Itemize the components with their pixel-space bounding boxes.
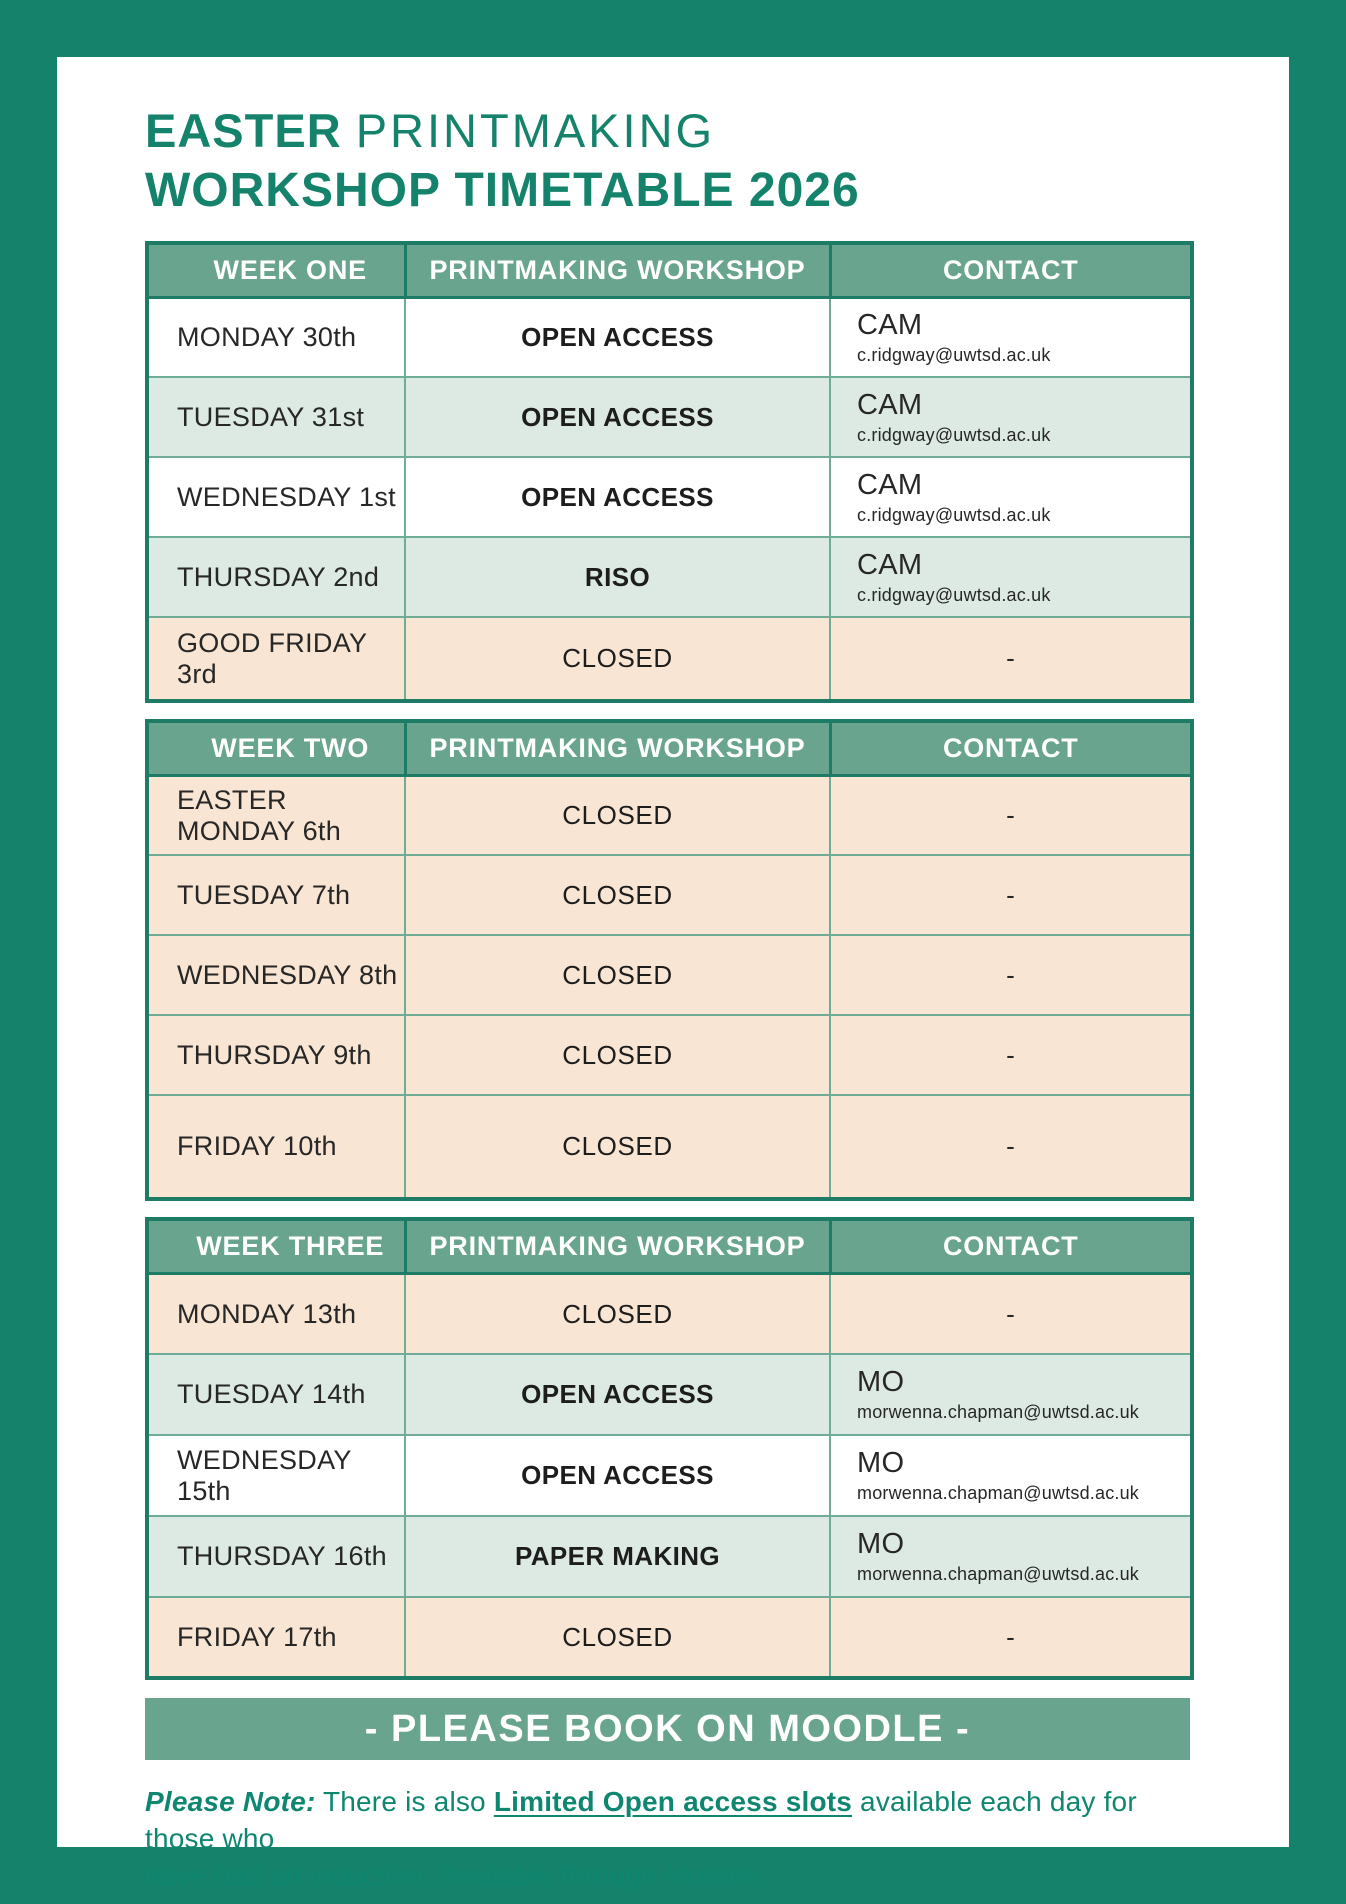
contact-cell [830,1435,1192,1516]
table-row [147,457,1192,537]
contact-cell: - [830,935,1192,1015]
day-cell: THURSDAY 2nd [147,537,405,617]
workshop-cell: CLOSED [405,1597,830,1678]
column-header-workshop: PRINTMAKING WORKSHOP [405,721,830,775]
table-row [147,1273,1192,1354]
contact-cell: - [830,1273,1192,1354]
contact-name: CAM [857,548,923,581]
title-easter: EASTER [145,104,342,157]
day-cell: MONDAY 13th [147,1273,405,1354]
title-line-2: WORKSHOP TIMETABLE 2026 [145,163,860,217]
title-line-1 [145,105,1289,158]
note-text-before: There is also [315,1786,494,1818]
day-cell: THURSDAY 16th [147,1516,405,1597]
workshop-cell: CLOSED [405,1095,830,1199]
contact-cell [830,537,1192,617]
contact-name: MO [857,1447,905,1480]
book-on-moodle-banner: - PLEASE BOOK ON MOODLE - [145,1698,1190,1760]
contact-email: c.ridgway@uwtsd.ac.uk [857,584,1051,605]
note-text-after: available each day for those who [145,1786,1137,1855]
contact-name: CAM [857,468,923,501]
timetable-week-three [145,1217,1194,1680]
workshop-cell: CLOSED [405,855,830,935]
contact-cell: - [830,1597,1192,1678]
contact-cell: - [830,775,1192,855]
contact-email: morwenna.chapman@uwtsd.ac.uk [857,1564,1140,1585]
column-header-week: WEEK ONE [147,243,405,297]
table-row [147,297,1192,377]
column-header-workshop: PRINTMAKING WORKSHOP [405,243,830,297]
column-header-week: WEEK THREE [147,1219,405,1273]
table-row [147,855,1192,935]
column-header-contact: CONTACT [830,243,1192,297]
contact-email: c.ridgway@uwtsd.ac.uk [857,424,1051,445]
day-cell: EASTER MONDAY 6th [147,775,405,855]
workshop-cell: OPEN ACCESS [405,457,830,537]
column-header-contact: CONTACT [830,1219,1192,1273]
day-cell: FRIDAY 17th [147,1597,405,1678]
contact-name: CAM [857,388,923,421]
day-cell: GOOD FRIDAY 3rd [147,617,405,701]
contact-name: CAM [857,309,923,342]
workshop-cell: CLOSED [405,935,830,1015]
workshop-cell: RISO [405,537,830,617]
contact-cell [830,457,1192,537]
table-row [147,1015,1192,1095]
contact-email: morwenna.chapman@uwtsd.ac.uk [857,1483,1140,1504]
timetable-week-one [145,241,1194,703]
contact-cell [830,1516,1192,1597]
workshop-cell: OPEN ACCESS [405,377,830,457]
contact-cell [830,377,1192,457]
table-row [147,1095,1192,1199]
contact-cell [830,297,1192,377]
workshop-cell: OPEN ACCESS [405,1354,830,1435]
contact-email: c.ridgway@uwtsd.ac.uk [857,345,1051,366]
note-prefix: Please Note: [145,1786,316,1818]
day-cell: FRIDAY 10th [147,1095,405,1199]
poster-page [57,57,1289,1892]
workshop-cell: PAPER MAKING [405,1516,830,1597]
header-row [147,243,1192,297]
workshop-cell: OPEN ACCESS [405,297,830,377]
header-row [147,721,1192,775]
timetable-week-two [145,719,1194,1201]
contact-email: morwenna.chapman@uwtsd.ac.uk [857,1402,1140,1423]
table-row [147,775,1192,855]
table-row [147,1516,1192,1597]
day-cell: TUESDAY 31st [147,377,405,457]
workshop-cell: CLOSED [405,1273,830,1354]
contact-name: MO [857,1366,905,1399]
day-cell: WEDNESDAY 15th [147,1435,405,1516]
contact-cell: - [830,1015,1192,1095]
contact-email: c.ridgway@uwtsd.ac.uk [857,504,1051,525]
title-printmaking: PRINTMAKING [355,104,716,157]
workshop-cell: CLOSED [405,617,830,701]
day-cell: WEDNESDAY 8th [147,935,405,1015]
table-row [147,1597,1192,1678]
day-cell: WEDNESDAY 1st [147,457,405,537]
workshop-cell: OPEN ACCESS [405,1435,830,1516]
table-row [147,1354,1192,1435]
table-row [147,617,1192,701]
contact-cell: - [830,1095,1192,1199]
table-row [147,1435,1192,1516]
column-header-week: WEEK TWO [147,721,405,775]
note-line-2: have had an induction. Available through Moodle. [145,1860,766,1892]
workshop-cell: CLOSED [405,775,830,855]
day-cell: MONDAY 30th [147,297,405,377]
footer-note [145,1784,1195,1895]
contact-name: MO [857,1528,905,1561]
page-title [145,105,1289,217]
table-row [147,537,1192,617]
table-row [147,377,1192,457]
day-cell: THURSDAY 9th [147,1015,405,1095]
table-row [147,935,1192,1015]
header-row [147,1219,1192,1273]
note-highlight: Limited Open access slots [493,1786,853,1818]
workshop-cell: CLOSED [405,1015,830,1095]
column-header-workshop: PRINTMAKING WORKSHOP [405,1219,830,1273]
day-cell: TUESDAY 14th [147,1354,405,1435]
contact-cell: - [830,855,1192,935]
contact-cell: - [830,617,1192,701]
column-header-contact: CONTACT [830,721,1192,775]
contact-cell [830,1354,1192,1435]
day-cell: TUESDAY 7th [147,855,405,935]
